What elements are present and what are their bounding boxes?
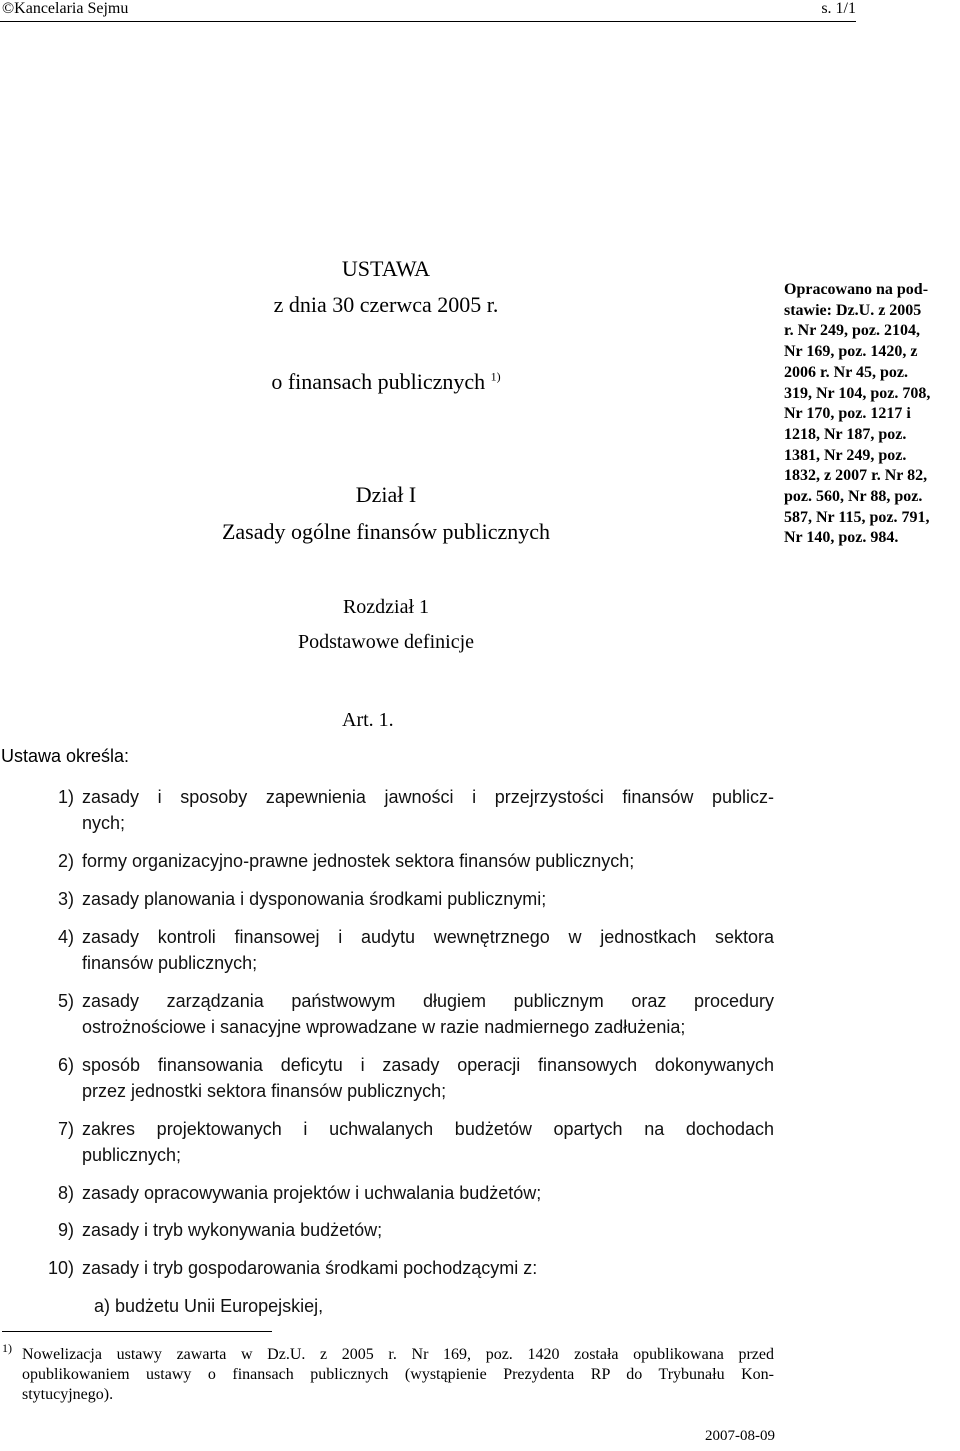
list-item-line: finansów publicznych; bbox=[82, 953, 258, 973]
source-note-line: r. Nr 249, poz. 2104, bbox=[784, 322, 920, 340]
source-note-line: 1381, Nr 249, poz. bbox=[784, 446, 907, 464]
footnote-line: Nowelizacja ustawy zawarta w Dz.U. z 2005 r. Nr 169, poz. 1420 została opublikowana przed bbox=[22, 1346, 774, 1363]
list-item-line: zasady kontroli finansowej i audytu wewnętrznego w jednostkach sektora bbox=[82, 927, 774, 947]
act-subject-text: o finansach publicznych bbox=[271, 369, 486, 394]
list-item-line: formy organizacyjno-prawne jednostek sektora finansów publicznych; bbox=[82, 851, 635, 871]
chapter-label: Rozdział 1 bbox=[342, 596, 430, 618]
list-item-number: 6) bbox=[57, 1055, 74, 1075]
footnote-divider bbox=[2, 1331, 272, 1332]
list-item-number: 4) bbox=[57, 927, 74, 947]
list-item-line: zasady i tryb wykonywania budżetów; bbox=[82, 1220, 383, 1240]
source-note-line: 319, Nr 104, poz. 708, bbox=[784, 384, 931, 402]
list-item-line: publicznych; bbox=[82, 1145, 182, 1165]
list-item-text bbox=[82, 848, 774, 874]
source-note-line: Nr 140, poz. 984. bbox=[784, 529, 899, 547]
act-date: z dnia 30 czerwca 2005 r. bbox=[273, 292, 499, 317]
list-item-line: zasady zarządzania państwowym długiem publicznym oraz procedury bbox=[82, 991, 774, 1011]
source-note-line: 2006 r. Nr 45, poz. bbox=[784, 363, 908, 381]
footnote-mark: 1) bbox=[2, 1341, 12, 1355]
list-item-line: ostrożnościowe i sanacyjne wprowadzane w razie nadmiernego zadłużenia; bbox=[82, 1017, 686, 1037]
list-item-text bbox=[82, 988, 774, 1040]
division-title: Zasady ogólne finansów publicznych bbox=[221, 519, 551, 544]
article-intro: Ustawa określa: bbox=[1, 746, 130, 766]
header-source: ©Kancelaria Sejmu bbox=[2, 0, 129, 17]
list-item-text bbox=[82, 1255, 774, 1281]
header-divider bbox=[0, 21, 856, 22]
list-item-number: 1) bbox=[57, 787, 74, 807]
list-item-text bbox=[82, 1116, 774, 1168]
list-item-number: 3) bbox=[57, 889, 74, 909]
footnote-text bbox=[22, 1345, 774, 1405]
list-item-line: zakres projektowanych i uchwalanych budżetów opartych na dochodach bbox=[82, 1119, 774, 1139]
footer-date: 2007-08-09 bbox=[705, 1428, 775, 1444]
list-item-line: zasady planowania i dysponowania środkami publicznymi; bbox=[82, 889, 547, 909]
footnote-line: stytucyjnego). bbox=[22, 1386, 114, 1403]
list-item-text bbox=[82, 1052, 774, 1104]
source-note-line: poz. 560, Nr 88, poz. bbox=[784, 488, 923, 506]
source-note-line: stawie: Dz.U. z 2005 bbox=[784, 301, 922, 319]
source-note-line: Nr 170, poz. 1217 i bbox=[784, 405, 911, 423]
footnote-reference: 1) bbox=[490, 369, 501, 384]
source-note-line: 1218, Nr 187, poz. bbox=[784, 425, 907, 443]
article-label: Art. 1. bbox=[342, 709, 394, 731]
list-item-text bbox=[82, 1180, 774, 1206]
list-subitem-text: a) budżetu Unii Europejskiej, bbox=[94, 1296, 324, 1316]
list-item-line: nych; bbox=[82, 813, 126, 833]
list-item-line: zasady i tryb gospodarowania środkami pochodzącymi z: bbox=[82, 1258, 538, 1278]
list-item-line: zasady opracowywania projektów i uchwalania budżetów; bbox=[82, 1183, 542, 1203]
list-item-text bbox=[82, 886, 774, 912]
source-note bbox=[784, 280, 956, 549]
source-note-line: 587, Nr 115, poz. 791, bbox=[784, 508, 930, 526]
source-note-line: Nr 169, poz. 1420, z bbox=[784, 343, 918, 361]
list-item-number: 7) bbox=[57, 1119, 74, 1139]
division-label: Dział I bbox=[355, 482, 417, 507]
source-note-line: Opracowano na pod- bbox=[784, 281, 929, 298]
list-item-number: 5) bbox=[57, 991, 74, 1011]
list-item-number: 9) bbox=[57, 1220, 74, 1240]
footnote-line: opublikowaniem ustawy o finansach publicznych (wystąpienie Prezydenta RP do Trybunału Kon- bbox=[22, 1366, 774, 1383]
chapter-title: Podstawowe definicje bbox=[297, 631, 475, 653]
list-item-text bbox=[82, 1217, 774, 1243]
list-item-text bbox=[82, 924, 774, 976]
act-type: USTAWA bbox=[341, 256, 431, 281]
list-item-text bbox=[82, 784, 774, 836]
list-item-line: zasady i sposoby zapewnienia jawności i przejrzystości finansów publicz- bbox=[82, 787, 774, 807]
list-item-number: 2) bbox=[57, 851, 74, 871]
header-page-number: s. 1/1 bbox=[821, 0, 856, 17]
source-note-line: 1832, z 2007 r. Nr 82, bbox=[784, 467, 928, 485]
list-item-number: 8) bbox=[57, 1183, 74, 1203]
list-item-line: sposób finansowania deficytu i zasady operacji finansowych dokonywanych bbox=[82, 1055, 774, 1075]
act-subject bbox=[106, 369, 666, 395]
list-item-line: przez jednostki sektora finansów publicznych; bbox=[82, 1081, 447, 1101]
list-item-number: 10) bbox=[47, 1258, 74, 1278]
